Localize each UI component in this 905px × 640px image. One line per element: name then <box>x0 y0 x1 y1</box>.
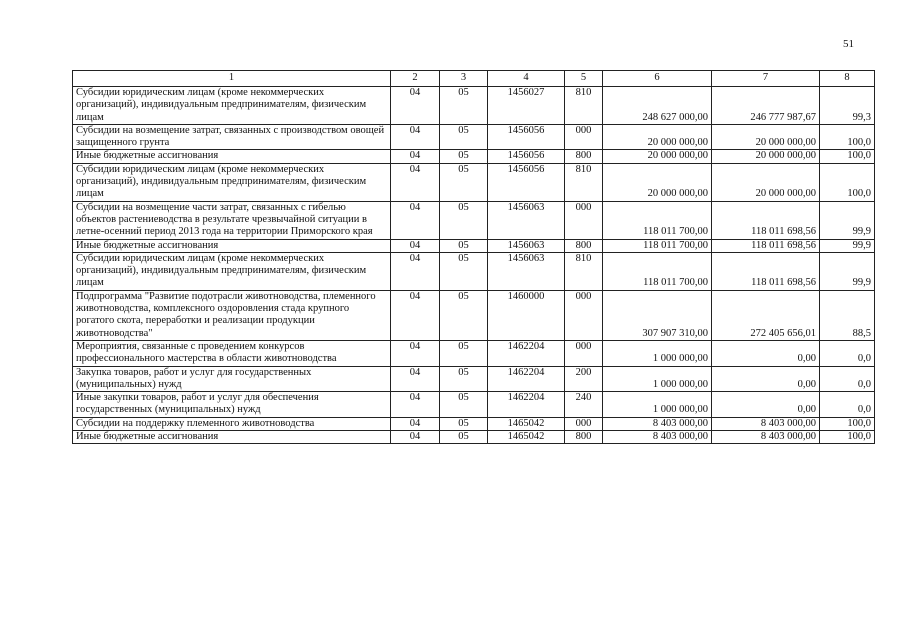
row-name: Субсидии на поддержку племенного животноводства <box>73 417 391 430</box>
subsection-code: 05 <box>440 366 488 392</box>
executed-amount: 246 777 987,67 <box>712 87 820 125</box>
table-row <box>73 392 875 418</box>
executed-amount: 8 403 000,00 <box>712 417 820 430</box>
column-header: 1 <box>73 71 391 87</box>
subsection-code: 05 <box>440 252 488 290</box>
row-name: Субсидии на возмещение затрат, связанных с производством овощей защищенного грунта <box>73 124 391 150</box>
execution-percent: 100,0 <box>820 163 875 201</box>
expense-type-code: 000 <box>565 340 603 366</box>
execution-percent: 99,9 <box>820 239 875 252</box>
table-row <box>73 150 875 163</box>
table-row <box>73 239 875 252</box>
planned-amount: 248 627 000,00 <box>603 87 712 125</box>
table-row <box>73 252 875 290</box>
executed-amount: 118 011 698,56 <box>712 239 820 252</box>
subsection-code: 05 <box>440 163 488 201</box>
executed-amount: 20 000 000,00 <box>712 163 820 201</box>
executed-amount: 0,00 <box>712 340 820 366</box>
planned-amount: 20 000 000,00 <box>603 150 712 163</box>
executed-amount: 20 000 000,00 <box>712 150 820 163</box>
execution-percent: 99,9 <box>820 201 875 239</box>
target-article-code: 1456056 <box>488 124 565 150</box>
subsection-code: 05 <box>440 87 488 125</box>
executed-amount: 118 011 698,56 <box>712 201 820 239</box>
expense-type-code: 800 <box>565 150 603 163</box>
executed-amount: 0,00 <box>712 366 820 392</box>
execution-percent: 99,9 <box>820 252 875 290</box>
budget-table <box>72 70 875 444</box>
execution-percent: 100,0 <box>820 124 875 150</box>
target-article-code: 1456056 <box>488 163 565 201</box>
section-code: 04 <box>391 201 440 239</box>
expense-type-code: 200 <box>565 366 603 392</box>
table-row <box>73 124 875 150</box>
column-header: 4 <box>488 71 565 87</box>
table-row <box>73 417 875 430</box>
column-header: 6 <box>603 71 712 87</box>
column-header: 2 <box>391 71 440 87</box>
subsection-code: 05 <box>440 150 488 163</box>
section-code: 04 <box>391 366 440 392</box>
target-article-code: 1456063 <box>488 252 565 290</box>
section-code: 04 <box>391 252 440 290</box>
executed-amount: 118 011 698,56 <box>712 252 820 290</box>
table-row <box>73 340 875 366</box>
planned-amount: 20 000 000,00 <box>603 163 712 201</box>
subsection-code: 05 <box>440 239 488 252</box>
column-header: 7 <box>712 71 820 87</box>
subsection-code: 05 <box>440 290 488 340</box>
expense-type-code: 240 <box>565 392 603 418</box>
column-header: 3 <box>440 71 488 87</box>
execution-percent: 100,0 <box>820 417 875 430</box>
row-name: Субсидии юридическим лицам (кроме некоммерческих организаций), индивидуальным предпринимателям, физическим лицам <box>73 252 391 290</box>
expense-type-code: 810 <box>565 163 603 201</box>
execution-percent: 100,0 <box>820 431 875 444</box>
execution-percent: 100,0 <box>820 150 875 163</box>
table-row <box>73 431 875 444</box>
expense-type-code: 000 <box>565 124 603 150</box>
row-name: Иные закупки товаров, работ и услуг для обеспечения государственных (муниципальных) нужд <box>73 392 391 418</box>
execution-percent: 0,0 <box>820 340 875 366</box>
execution-percent: 0,0 <box>820 366 875 392</box>
column-header: 5 <box>565 71 603 87</box>
expense-type-code: 810 <box>565 252 603 290</box>
section-code: 04 <box>391 431 440 444</box>
table-body <box>73 87 875 444</box>
section-code: 04 <box>391 239 440 252</box>
row-name: Иные бюджетные ассигнования <box>73 150 391 163</box>
row-name: Субсидии юридическим лицам (кроме некоммерческих организаций), индивидуальным предпринимателям, физическим лицам <box>73 163 391 201</box>
row-name: Иные бюджетные ассигнования <box>73 239 391 252</box>
planned-amount: 20 000 000,00 <box>603 124 712 150</box>
section-code: 04 <box>391 163 440 201</box>
planned-amount: 1 000 000,00 <box>603 340 712 366</box>
subsection-code: 05 <box>440 392 488 418</box>
row-name: Субсидии на возмещение части затрат, связанных с гибелью объектов растениеводства в результате чрезвычайной ситуации в летне-осенний период 2013 года на территории Приморского края <box>73 201 391 239</box>
executed-amount: 0,00 <box>712 392 820 418</box>
executed-amount: 272 405 656,01 <box>712 290 820 340</box>
section-code: 04 <box>391 392 440 418</box>
planned-amount: 118 011 700,00 <box>603 239 712 252</box>
target-article-code: 1465042 <box>488 431 565 444</box>
planned-amount: 1 000 000,00 <box>603 392 712 418</box>
target-article-code: 1462204 <box>488 340 565 366</box>
table-row <box>73 201 875 239</box>
table-row <box>73 163 875 201</box>
target-article-code: 1460000 <box>488 290 565 340</box>
execution-percent: 99,3 <box>820 87 875 125</box>
expense-type-code: 000 <box>565 417 603 430</box>
section-code: 04 <box>391 124 440 150</box>
executed-amount: 20 000 000,00 <box>712 124 820 150</box>
table-row <box>73 366 875 392</box>
planned-amount: 1 000 000,00 <box>603 366 712 392</box>
planned-amount: 307 907 310,00 <box>603 290 712 340</box>
row-name: Субсидии юридическим лицам (кроме некоммерческих организаций), индивидуальным предпринимателям, физическим лицам <box>73 87 391 125</box>
column-header: 8 <box>820 71 875 87</box>
row-name: Мероприятия, связанные с проведением конкурсов профессионального мастерства в области животноводства <box>73 340 391 366</box>
subsection-code: 05 <box>440 124 488 150</box>
expense-type-code: 810 <box>565 87 603 125</box>
planned-amount: 8 403 000,00 <box>603 417 712 430</box>
expense-type-code: 000 <box>565 290 603 340</box>
table-row <box>73 290 875 340</box>
table-row <box>73 87 875 125</box>
planned-amount: 118 011 700,00 <box>603 252 712 290</box>
expense-type-code: 800 <box>565 431 603 444</box>
target-article-code: 1456027 <box>488 87 565 125</box>
planned-amount: 118 011 700,00 <box>603 201 712 239</box>
section-code: 04 <box>391 87 440 125</box>
execution-percent: 88,5 <box>820 290 875 340</box>
target-article-code: 1456056 <box>488 150 565 163</box>
section-code: 04 <box>391 340 440 366</box>
page-number: 51 <box>843 38 854 50</box>
expense-type-code: 800 <box>565 239 603 252</box>
executed-amount: 8 403 000,00 <box>712 431 820 444</box>
execution-percent: 0,0 <box>820 392 875 418</box>
section-code: 04 <box>391 417 440 430</box>
target-article-code: 1462204 <box>488 392 565 418</box>
target-article-code: 1456063 <box>488 201 565 239</box>
row-name: Иные бюджетные ассигнования <box>73 431 391 444</box>
header-row <box>73 71 875 87</box>
expense-type-code: 000 <box>565 201 603 239</box>
planned-amount: 8 403 000,00 <box>603 431 712 444</box>
target-article-code: 1465042 <box>488 417 565 430</box>
target-article-code: 1462204 <box>488 366 565 392</box>
section-code: 04 <box>391 150 440 163</box>
row-name: Подпрограмма "Развитие подотрасли животноводства, племенного животноводства, комплексного оздоровления стада крупного рогатого скота, переработки и реализации продукции животноводства" <box>73 290 391 340</box>
target-article-code: 1456063 <box>488 239 565 252</box>
subsection-code: 05 <box>440 417 488 430</box>
subsection-code: 05 <box>440 340 488 366</box>
row-name: Закупка товаров, работ и услуг для государственных (муниципальных) нужд <box>73 366 391 392</box>
section-code: 04 <box>391 290 440 340</box>
subsection-code: 05 <box>440 431 488 444</box>
subsection-code: 05 <box>440 201 488 239</box>
